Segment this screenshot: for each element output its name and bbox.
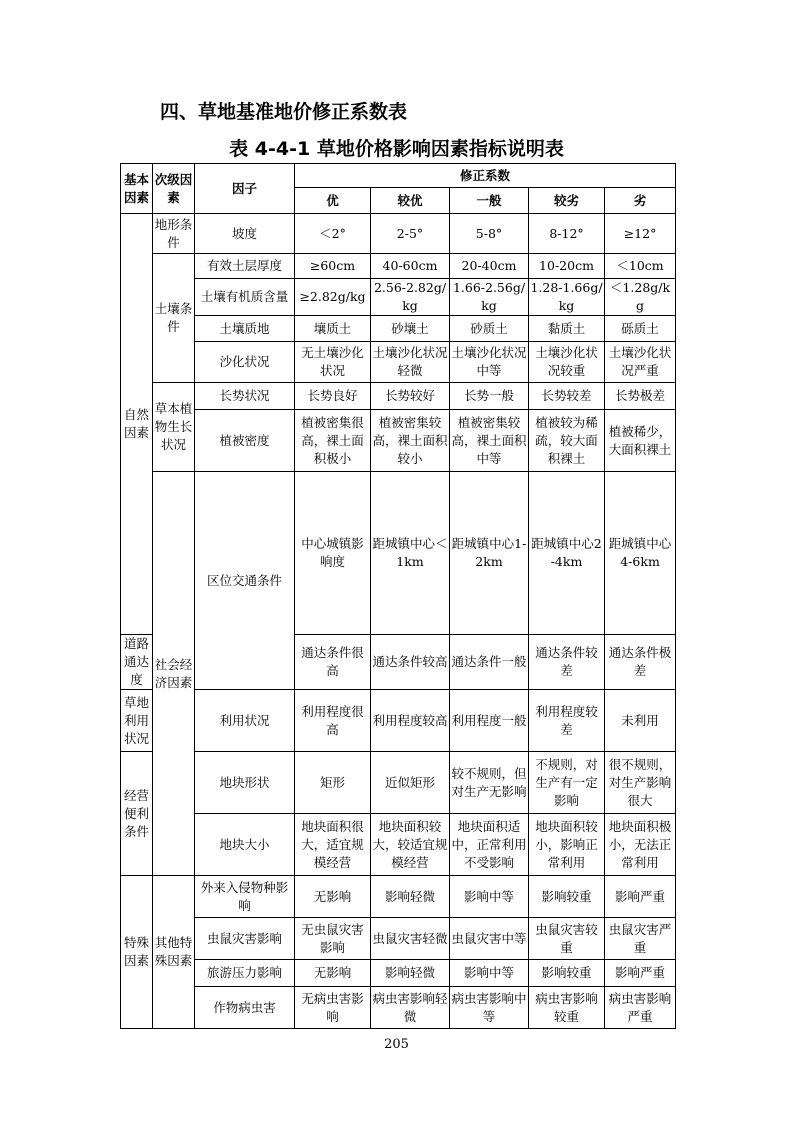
table-title: 表 4-4-1 草地价格影响因素指标说明表 — [229, 138, 564, 160]
value-cell: 5-8° — [450, 214, 529, 254]
value-cell: 砾质土 — [605, 316, 676, 342]
value-cell: 土壤沙化状况较重 — [529, 342, 605, 383]
value-cell: 不规则，对生产有一定影响 — [529, 752, 605, 814]
value-cell: 长势良好 — [295, 383, 371, 410]
subgroup-soil: 土壤条件 — [153, 254, 195, 383]
value-cell: 影响较重 — [529, 960, 605, 987]
value-cell: 长势较好 — [371, 383, 450, 410]
factor-cell: 沙化状况 — [195, 342, 295, 383]
value-cell: 黏质土 — [529, 316, 605, 342]
table-row — [121, 342, 676, 383]
table-row — [121, 383, 676, 410]
value-cell: 影响严重 — [605, 876, 676, 918]
table-row — [121, 918, 676, 960]
group-socio-economic: 社会经济因素 — [153, 472, 195, 876]
table-row — [121, 410, 676, 472]
value-cell: 土壤沙化状况中等 — [450, 342, 529, 383]
factor-cell: 长势状况 — [195, 383, 295, 410]
table-row — [121, 214, 676, 254]
table-row — [121, 472, 676, 635]
header-correction: 修正系数 — [295, 164, 676, 188]
group-special: 特殊因素 — [121, 876, 153, 1029]
table-row — [121, 876, 676, 918]
value-cell: 虫鼠灾害较重 — [529, 918, 605, 960]
value-cell: 2.56-2.82g/kg — [371, 279, 450, 316]
subgroup-land-use: 草地利用状况 — [121, 690, 153, 752]
value-cell: 矩形 — [295, 752, 371, 814]
header-grade: 优 — [295, 188, 371, 214]
header-grade: 劣 — [605, 188, 676, 214]
table-row — [121, 690, 676, 752]
value-cell: 很不规则，对生产影响很大 — [605, 752, 676, 814]
value-cell: 病虫害影响中等 — [450, 987, 529, 1029]
table-row — [121, 987, 676, 1029]
value-cell: 植被较为稀疏，较大面积裸土 — [529, 410, 605, 472]
value-cell: 距城镇中心4-6km — [605, 472, 676, 635]
factor-cell: 有效土层厚度 — [195, 254, 295, 279]
value-cell: 长势较差 — [529, 383, 605, 410]
header-basic-factor: 基本因素 — [121, 164, 153, 214]
header-factor: 因子 — [195, 164, 295, 214]
subgroup-terrain: 地形条件 — [153, 214, 195, 254]
value-cell: 植被密集很高，裸土面积极小 — [295, 410, 371, 472]
factor-cell: 利用状况 — [195, 690, 295, 752]
table-row — [121, 254, 676, 279]
factor-cell: 虫鼠灾害影响 — [195, 918, 295, 960]
factor-cell: 植被密度 — [195, 410, 295, 472]
value-cell: 影响中等 — [450, 960, 529, 987]
value-cell: 植被密集较高，裸土面积中等 — [450, 410, 529, 472]
section-title: 四、草地基准地价修正系数表 — [160, 101, 408, 123]
subgroup-location: 区位交通条件 — [195, 472, 295, 690]
value-cell: 地块面积很大，适宜规模经营 — [295, 814, 371, 876]
value-cell: 通达条件较高 — [371, 635, 450, 690]
value-cell: ＜1.28g/kg — [605, 279, 676, 316]
value-cell: 较不规则，但对生产无影响 — [450, 752, 529, 814]
value-cell: 病虫害影响严重 — [605, 987, 676, 1029]
value-cell: 利用程度一般 — [450, 690, 529, 752]
factor-table — [120, 163, 676, 1029]
value-cell: 通达条件很高 — [295, 635, 371, 690]
table-row — [121, 960, 676, 987]
value-cell: ＜10cm — [605, 254, 676, 279]
value-cell: 影响较重 — [529, 876, 605, 918]
subgroup-vegetation: 草本植物生长状况 — [153, 383, 195, 472]
value-cell: 20-40cm — [450, 254, 529, 279]
value-cell: 地块面积极小，无法正常利用 — [605, 814, 676, 876]
factor-cell: 旅游压力影响 — [195, 960, 295, 987]
value-cell: 利用程度较高 — [371, 690, 450, 752]
value-cell: 病虫害影响较重 — [529, 987, 605, 1029]
factor-cell: 作物病虫害 — [195, 987, 295, 1029]
table-row — [121, 752, 676, 814]
value-cell: 壤质土 — [295, 316, 371, 342]
value-cell: 虫鼠灾害严重 — [605, 918, 676, 960]
value-cell: ＜2° — [295, 214, 371, 254]
table-row — [121, 814, 676, 876]
value-cell: 植被密集较高，裸土面积较小 — [371, 410, 450, 472]
value-cell: ≥60cm — [295, 254, 371, 279]
value-cell: 无影响 — [295, 876, 371, 918]
table-row — [121, 316, 676, 342]
value-cell: 影响中等 — [450, 876, 529, 918]
page-number: 205 — [384, 1037, 409, 1052]
value-cell: 2-5° — [371, 214, 450, 254]
value-cell: 影响严重 — [605, 960, 676, 987]
factor-cell: 中心城镇影响度 — [295, 472, 371, 635]
value-cell: 1.66-2.56g/kg — [450, 279, 529, 316]
factor-cell: 地块大小 — [195, 814, 295, 876]
header-grade: 一般 — [450, 188, 529, 214]
subgroup-other: 其他特殊因素 — [153, 876, 195, 1029]
value-cell: 地块面积适中，正常利用不受影响 — [450, 814, 529, 876]
value-cell: 8-12° — [529, 214, 605, 254]
factor-cell: 地块形状 — [195, 752, 295, 814]
value-cell: 利用程度较差 — [529, 690, 605, 752]
value-cell: 距城镇中心2-4km — [529, 472, 605, 635]
value-cell: 通达条件一般 — [450, 635, 529, 690]
value-cell: 无土壤沙化状况 — [295, 342, 371, 383]
value-cell: 砂壤土 — [371, 316, 450, 342]
value-cell: 无虫鼠灾害影响 — [295, 918, 371, 960]
table-row — [121, 279, 676, 316]
factor-cell: 土壤有机质含量 — [195, 279, 295, 316]
value-cell: 1.28-1.66g/kg — [529, 279, 605, 316]
value-cell: 虫鼠灾害轻微 — [371, 918, 450, 960]
value-cell: 影响轻微 — [371, 876, 450, 918]
value-cell: ≥2.82g/kg — [295, 279, 371, 316]
subgroup-management: 经营便利条件 — [121, 752, 153, 876]
header-sub-factor: 次级因素 — [153, 164, 195, 214]
value-cell: 土壤沙化状况严重 — [605, 342, 676, 383]
factor-cell: 道路通达度 — [121, 635, 153, 690]
value-cell: 影响轻微 — [371, 960, 450, 987]
value-cell: 未利用 — [605, 690, 676, 752]
value-cell: 长势极差 — [605, 383, 676, 410]
factor-cell: 外来入侵物种影响 — [195, 876, 295, 918]
value-cell: 土壤沙化状况轻微 — [371, 342, 450, 383]
value-cell: 距城镇中心＜1km — [371, 472, 450, 635]
value-cell: 10-20cm — [529, 254, 605, 279]
value-cell: 地块面积较大，较适宜规模经营 — [371, 814, 450, 876]
value-cell: 砂质土 — [450, 316, 529, 342]
value-cell: 无病虫害影响 — [295, 987, 371, 1029]
value-cell: 距城镇中心1-2km — [450, 472, 529, 635]
value-cell: 通达条件极差 — [605, 635, 676, 690]
value-cell: ≥12° — [605, 214, 676, 254]
factor-cell: 坡度 — [195, 214, 295, 254]
value-cell: 长势一般 — [450, 383, 529, 410]
factor-cell: 土壤质地 — [195, 316, 295, 342]
value-cell: 近似矩形 — [371, 752, 450, 814]
value-cell: 虫鼠灾害中等 — [450, 918, 529, 960]
value-cell: 利用程度很高 — [295, 690, 371, 752]
header-grade: 较劣 — [529, 188, 605, 214]
value-cell: 地块面积较小，影响正常利用 — [529, 814, 605, 876]
header-grade: 较优 — [371, 188, 450, 214]
group-natural: 自然因素 — [121, 214, 153, 635]
value-cell: 病虫害影响轻微 — [371, 987, 450, 1029]
value-cell: 40-60cm — [371, 254, 450, 279]
value-cell: 无影响 — [295, 960, 371, 987]
value-cell: 通达条件较差 — [529, 635, 605, 690]
value-cell: 植被稀少，大面积裸土 — [605, 410, 676, 472]
